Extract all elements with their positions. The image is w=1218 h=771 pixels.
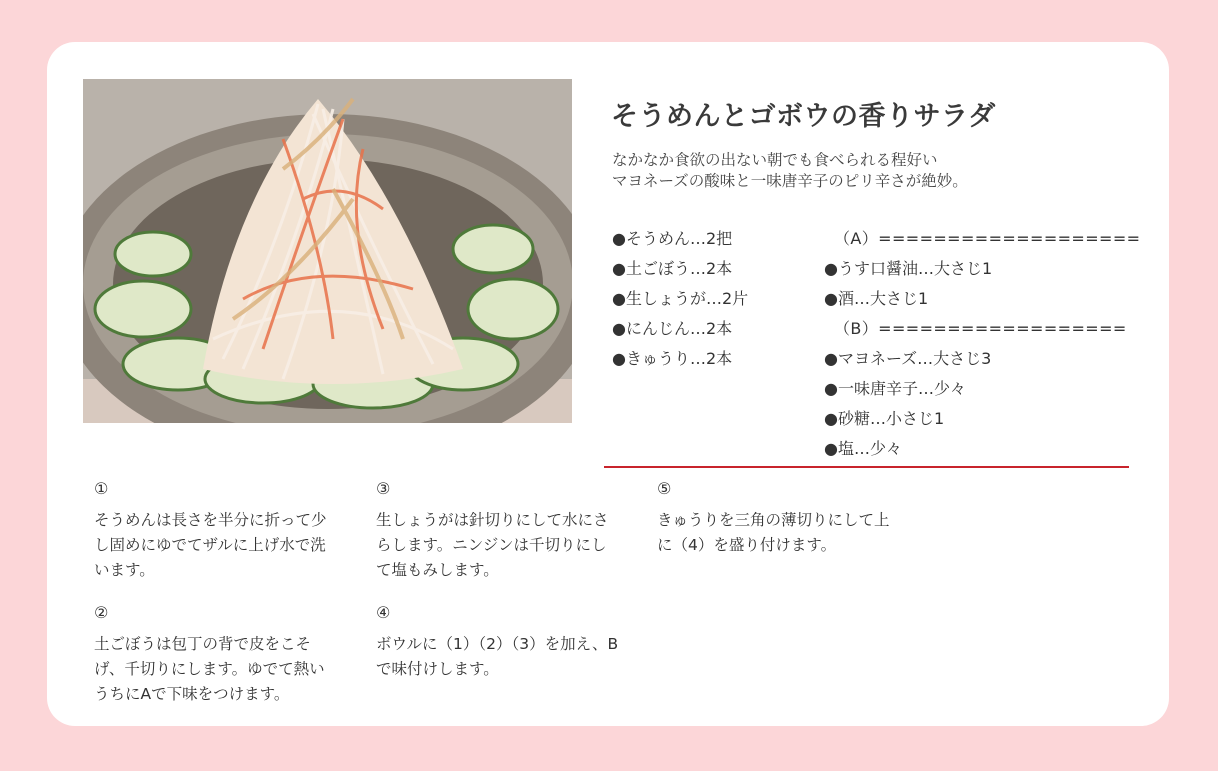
ingredient-item: ●そうめん…2把: [612, 229, 733, 248]
step-number: ①: [94, 479, 109, 498]
ingredient-item: ●きゅうり…2本: [612, 349, 733, 368]
seasoning-group-b-header: （B）==================: [834, 319, 1127, 338]
step-text: そうめんは長さを半分に折って少し固めにゆでてザルに上げ水で洗います。: [94, 511, 327, 579]
step-2: [94, 602, 339, 707]
step-text: ボウルに（1）（2）（3）を加え、Bで味付けします。: [376, 635, 619, 678]
ingredient-item: ●酒…大さじ1: [824, 289, 929, 308]
ingredient-item: ●うす口醤油…大さじ1: [824, 259, 993, 278]
ingredients-main: [612, 226, 748, 376]
ingredient-item: ●マヨネーズ…大さじ3: [824, 349, 992, 368]
recipe-title: そうめんとゴボウの香りサラダ: [611, 101, 996, 132]
ingredient-item: ●一味唐辛子…少々: [824, 379, 966, 398]
step-4: [376, 602, 621, 682]
ingredient-item: ●砂糖…小さじ1: [824, 409, 945, 428]
step-number: ②: [94, 603, 109, 622]
step-text: 生しょうがは針切りにして水にさらします。ニンジンは千切りにして塩もみします。: [376, 511, 609, 579]
description-line: マヨネーズの酸味と一味唐辛子のピリ辛さが絶妙。: [612, 172, 968, 190]
ingredient-item: ●塩…少々: [824, 439, 902, 458]
ingredients-seasoning: [824, 226, 1140, 466]
step-number: ④: [376, 603, 391, 622]
seasoning-group-a-header: （A）===================: [834, 229, 1141, 248]
step-5: [657, 478, 902, 558]
step-number: ⑤: [657, 479, 672, 498]
ingredient-item: ●生しょうが…2片: [612, 289, 749, 308]
description-line: なかなか食欲の出ない朝でも食べられる程好い: [612, 151, 938, 169]
ingredient-item: ●にんじん…2本: [612, 319, 733, 338]
step-3: [376, 478, 621, 583]
recipe-description: [612, 150, 1132, 192]
dish-photo: [83, 79, 572, 423]
ingredient-item: ●土ごぼう…2本: [612, 259, 733, 278]
step-text: きゅうりを三角の薄切りにして上に（4）を盛り付けます。: [657, 511, 890, 554]
step-text: 土ごぼうは包丁の背で皮をこそげ、千切りにします。ゆでて熱いうちにAで下味をつけます。: [94, 635, 325, 703]
section-divider: [604, 466, 1129, 468]
step-number: ③: [376, 479, 391, 498]
step-1: [94, 478, 339, 583]
